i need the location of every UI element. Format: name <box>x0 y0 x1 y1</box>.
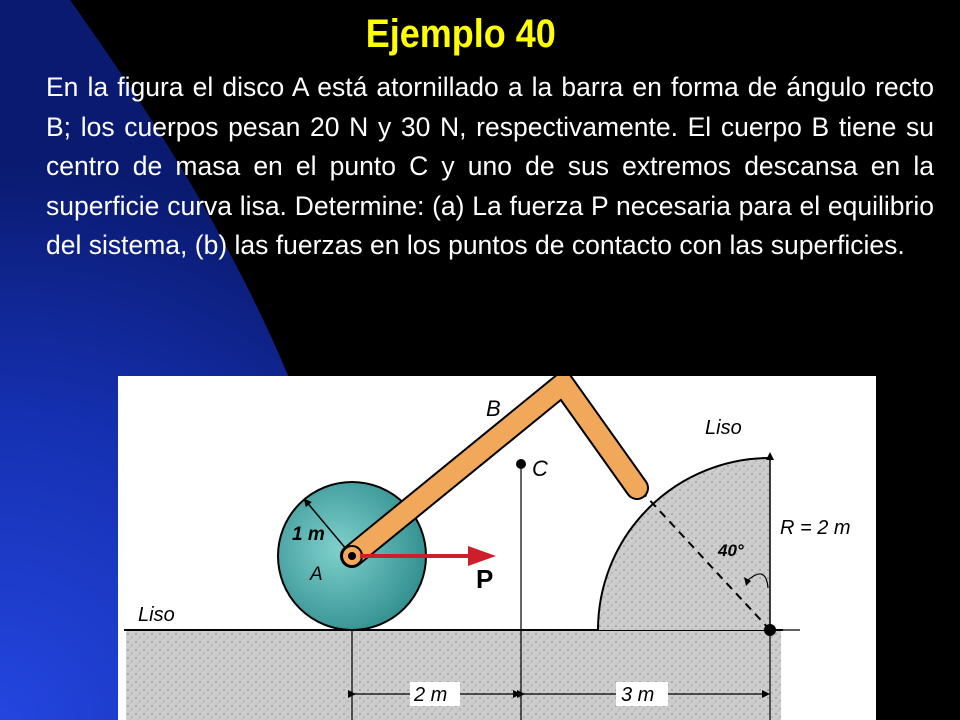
label-dimension-2m: 2 m <box>414 684 448 706</box>
label-curve-radius: R = 2 m <box>780 517 851 539</box>
problem-statement: En la figura el disco A está atornillado a la barra en forma de ángulo recto B; los cuerpos pesan 20 N y 30 N, respectivamente. El cuerpo B tiene su centro de masa en el punto C y uno de sus extremos descansa en la superficie curva lisa. Determine: (a) La fuerza P necesaria para el equilibrio del sistema, (b) las fuerzas en los puntos de contacto con las superficies. <box>46 72 934 260</box>
label-bar-b: B <box>486 396 501 421</box>
label-angle: 40° <box>718 541 744 560</box>
mechanics-figure <box>118 376 876 720</box>
label-force-p: P <box>476 564 494 594</box>
label-dimension-3m: 3 m <box>621 684 655 706</box>
label-smooth-left: Liso <box>138 604 175 626</box>
slide-title: Ejemplo 40 <box>365 12 556 56</box>
force-arrow-p <box>468 546 496 566</box>
label-center-of-mass: C <box>532 456 548 481</box>
label-smooth-right: Liso <box>705 417 742 439</box>
ground-surface <box>126 630 781 720</box>
label-disk-a: A <box>310 564 323 585</box>
center-of-mass-point <box>516 459 526 469</box>
label-disk-radius: 1 m <box>292 524 325 545</box>
